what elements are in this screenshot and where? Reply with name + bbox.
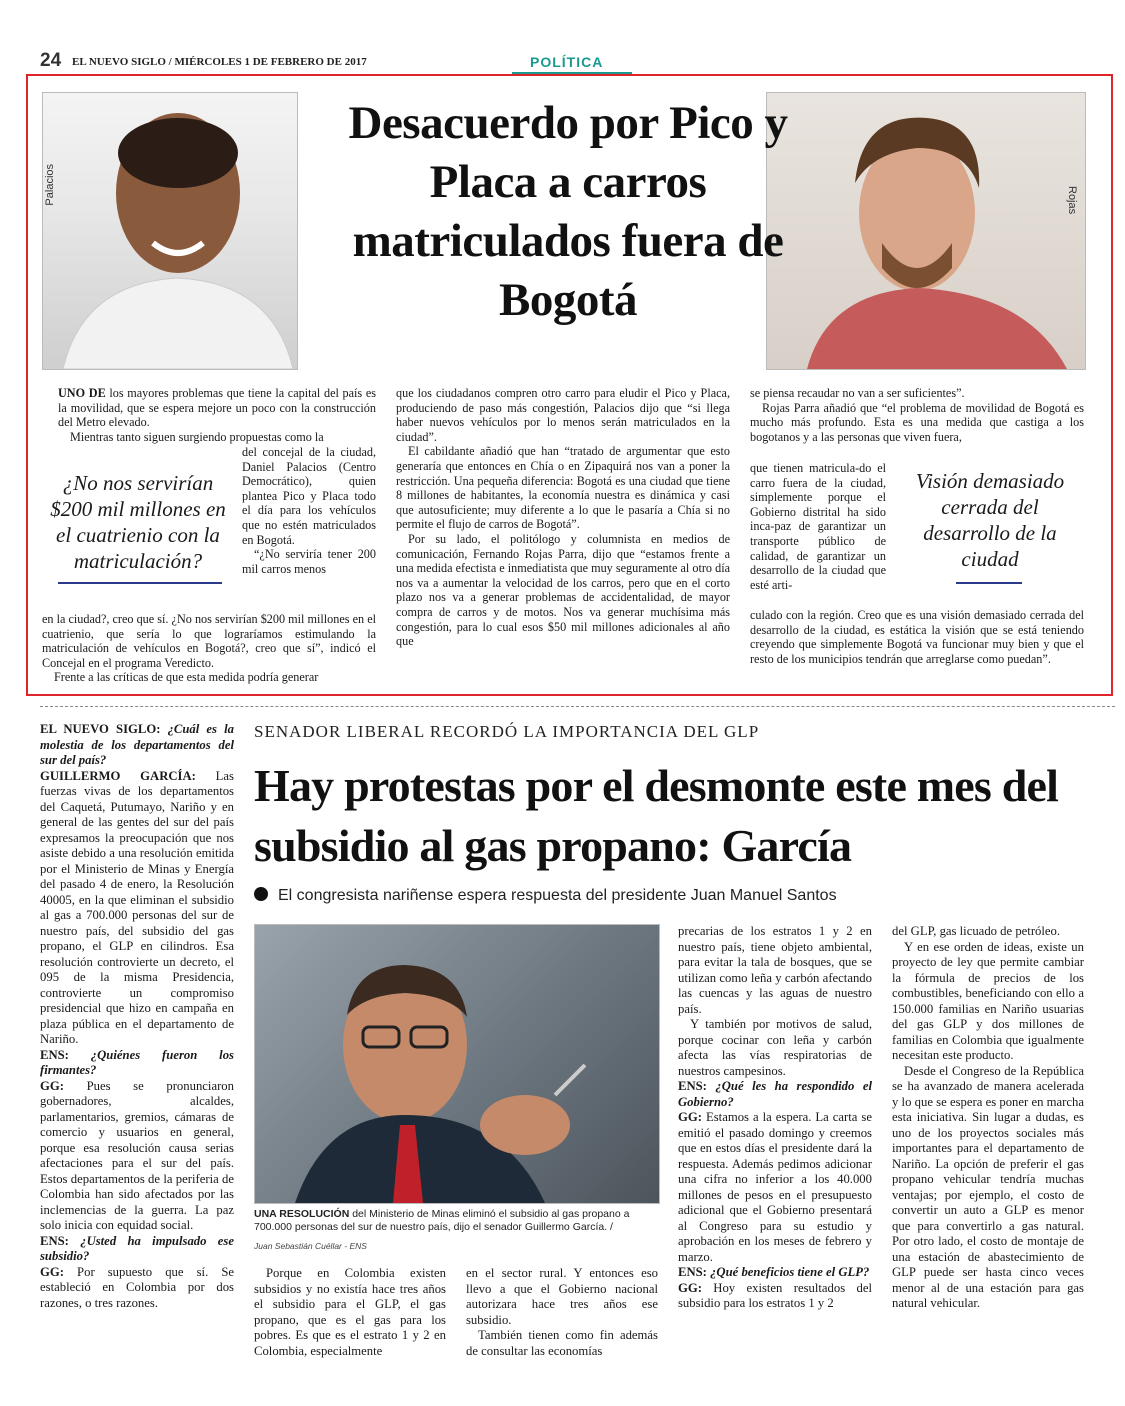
story1-column-3: [750, 386, 1084, 444]
story2-paragraph: GG: Hoy existen resultados del subsidio para los estratos 1 y 2: [678, 1280, 872, 1310]
story1-paragraph: Rojas Parra añadió que “el problema de movilidad de Bogotá es mucho más profundo. Esta es una medida que castiga a los bogotanos y a las personas que viven fuera,: [750, 400, 1084, 444]
page-number: 24: [40, 50, 62, 71]
portrait-placeholder-icon: [767, 93, 1085, 369]
photo-palacios: [42, 92, 298, 370]
story2-paragraph: GG: Estamos a la espera. La carta se emitió el pasado domingo y creemos que en estos días el presidente dará la respuesta. Además pedimos adicionar una cifra no inferior a los 40.000 millones de pesos en el presupuesto adicional que el Gobierno presentará al Congreso para su estudio y aprobación en los meses de febrero y marzo.: [678, 1110, 872, 1264]
publication-dateline: EL NUEVO SIGLO / MIÉRCOLES 1 DE FEBRERO DE 2017: [72, 56, 367, 68]
featured-story-box: [26, 74, 1113, 696]
speaker-label: GG:: [678, 1110, 702, 1124]
portrait-placeholder-icon: [43, 93, 297, 369]
speaker-label: GG:: [40, 1264, 64, 1279]
story1-column-1-wide: [42, 612, 376, 685]
photo-caption-palacios: Palacios: [44, 164, 56, 206]
story2-paragraph: También tienen como fin además de consultar las economías: [466, 1328, 658, 1358]
masthead: [40, 50, 1115, 74]
story1-paragraph: Por su lado, el politólogo y columnista en medios de comunicación, Fernando Rojas Parra, dijo que “estamos frente a una medida efectista e inmediatista que muy seguramente al otro día nos va a aumentar la velocidad de los carros, pero que en el corto plazo nos va a generar problemas de accidentalidad, de mayor compra de carros y de motos. Nos va generar muchísima más congestión, para lo cual esos $50 mil millones adicionales al año que: [396, 531, 730, 649]
interview-question: ENS: ¿Usted ha impulsado ese subsidio?: [40, 1233, 234, 1263]
pull-quote-2: Visión demasiado cerrada del desarrollo de la ciudad: [915, 469, 1065, 571]
story1-column-2: [396, 386, 730, 649]
pull-quote-rule: [58, 582, 222, 584]
story2-subheadline: El congresista nariñense espera respuesta del presidente Juan Manuel Santos: [254, 887, 837, 905]
interview-question: ENS: ¿Qué beneficios tiene el GLP?: [678, 1265, 870, 1279]
story1-column-3-wide: [750, 608, 1084, 666]
interview-question: EL NUEVO SIGLO: ¿Cuál es la molestia de los departamentos del sur del país?: [40, 722, 234, 767]
interview-question: ENS: ¿Quiénes fueron los firmantes?: [40, 1047, 234, 1077]
photo-credit: Juan Sebastián Cuéllar - ENS: [254, 1241, 367, 1251]
photo-guillermo-garcia: [254, 924, 660, 1204]
speaker-label: GG:: [678, 1280, 702, 1295]
speaker-label: ENS:: [678, 1265, 707, 1279]
speaker-label: ENS:: [40, 1233, 69, 1248]
lead-in: UNO DE: [58, 386, 106, 400]
speaker-label: EL NUEVO SIGLO:: [40, 722, 161, 736]
story1-headline[interactable]: Desacuerdo por Pico y Placa a carros matriculados fuera de Bogotá: [348, 97, 788, 326]
story2-paragraph: GG: Por supuesto que sí. Se estableció en Colombia por dos razones, o tres razones.: [40, 1264, 234, 1310]
speaker-label: ENS:: [678, 1079, 707, 1093]
photo-caption: UNA RESOLUCIÓN del Ministerio de Minas eliminó el subsidio al gas propano a 700.000 personas del sur de nuestro país, dijo el senador Guillermo García. /: [254, 1208, 630, 1233]
speaker-label: GUILLERMO GARCÍA:: [40, 768, 196, 783]
interview-question: ENS: ¿Qué les ha respondido el Gobierno?: [678, 1079, 872, 1109]
story1-column-3-narrow: [750, 461, 886, 592]
story2-left-column: [40, 722, 234, 1311]
portrait-placeholder-icon: [255, 925, 659, 1203]
story1-paragraph: se piensa recaudar no van a ser suficientes”.: [750, 386, 965, 400]
story2-paragraph: del GLP, gas licuado de petróleo.: [892, 924, 1061, 938]
story2-headline[interactable]: Hay protestas por el desmonte este mes del subsidio al gas propano: García: [254, 760, 1059, 871]
story1-paragraph: del concejal de la ciudad, Daniel Palacios (Centro Democrático), quien plantea Pico y Placa todo el día para los vehículos que no estén matriculados en Bogotá.: [242, 445, 376, 547]
story2-paragraph: Desde el Congreso de la República se ha avanzado de manera acelerada y lo que se espera es poner en marcha esta iniciativa. Sin lugar a dudas, es uno de los proyectos sociales más importantes para el departamento de Nariño. La opción de preferir el gas propano vehicular tendría muchas ventajas; por ejemplo, el costo de convertir un auto a GLP es menor que para convertirlo a gas natural. Por otro lado, el costo de montaje de una estación de abastecimiento de GLP puede ser hasta cinco veces menor al de una estación para gas natural vehicular.: [892, 1063, 1084, 1310]
story2-right-column: [892, 924, 1084, 1312]
story1-paragraph: que tienen matricula-do el carro fuera de la ciudad, simplemente porque el Gobierno distrital ha sido inca-paz de garantizar un transporte público de calidad, de garantizar un desarrollo de la ciudad que esté arti-: [750, 461, 886, 592]
section-divider: [40, 706, 1115, 707]
story2-paragraph: Y en ese orden de ideas, existe un proyecto de ley que permite cambiar la fórmula de precios de los combustibles, beneficiando con ello a 150.000 familias en Nariño usuarias del gas GLP y dos millones de familias en Colombia que igualmente necesitan este producto.: [892, 939, 1084, 1062]
story1-paragraph: en la ciudad?, creo que sí. ¿No nos servirían $200 mil millones en el cuatrienio, que sería lo que lograríamos estimulando la matriculación de vehículos en Bogotá?, creo que sí”, indicó el Concejal en el programa Veredicto.: [42, 612, 376, 670]
photo-caption-rojas: Rojas: [1066, 186, 1078, 215]
bullet-icon: [254, 887, 268, 901]
story2-paragraph: GG: Pues se pronunciaron gobernadores, alcaldes, parlamentarios, gremios, cámaras de comercio y usuarios en general, porque esa resolución causa serias afectaciones para el sur del país. Estos departamentos de la periferia de Colombia han sido afectados por las inclemencias de la guerra. La paz solo inicia con equidad social.: [40, 1078, 234, 1232]
section-label[interactable]: POLÍTICA: [530, 54, 604, 70]
photo-rojas: [766, 92, 1086, 370]
story2-paragraph: en el sector rural. Y entonces eso llevo a que el Gobierno nacional autorizara hace tres años ese subsidio.: [466, 1266, 658, 1327]
story2-under-photo-column-2: [466, 1266, 658, 1359]
story2-middle-column: [678, 924, 872, 1312]
story2-paragraph: precarias de los estratos 1 y 2 en nuestro país, tiene objeto ambiental, para evitar la tala de bosques, que se utilizan como leña y carbón afectando las cuencas y las aguas de nuestro país.: [678, 924, 872, 1016]
speaker-label: ENS:: [40, 1047, 69, 1062]
story2-paragraph: GUILLERMO GARCÍA: Las fuerzas vivas de los departamentos del Caquetá, Putumayo, Nariño y en general de las gentes del sur del país expresamos la preocupación que nos asiste debido a una resolución emitida por el Ministerio de Minas y Energía del pasado 4 de enero, la Resolución 40005, en la que eliminan el subsidio al gas a 700.000 personas del sur de nuestro país, del subsidio del gas propano, el GLP en cilindros. Esa resolución controvierte un decreto, el 095 de la misma Presidencia, controvierte un compromiso presidencial que hizo en campaña en plaza pública en el departamento de Nariño.: [40, 768, 234, 1046]
story2-paragraph: Y también por motivos de salud, porque cocinar con leña y carbón afecta las vías respiratorias de nuestros campesinos.: [678, 1017, 872, 1078]
story1-paragraph: El cabildante añadió que han “tratado de argumentar que esto generaría que entonces en Chía o en Zipaquirá nos van a poner la restricción. Una pequeña diferencia: Bogotá es una ciudad que tiene 8 millones de habitantes, la economía nuestra es dinámica y casi que autosuficiente; muy diferente a lo que le pasaría a Chía si no permite el flujo de carros de Bogotá”.: [396, 444, 730, 532]
story2-under-photo-column-1: [254, 1266, 446, 1359]
story1-paragraph: culado con la región. Creo que es una visión demasiado cerrada del desarrollo de la ciudad, es estática la visión que se está teniendo creyendo que simplemente Bogotá va funcionar muy bien y que el resto de los municipios tendrán que arreglarse como puedan”.: [750, 608, 1084, 666]
story1-paragraph: “¿No serviría tener 200 mil carros menos: [242, 547, 376, 576]
pull-quote-rule: [956, 582, 1022, 584]
story1-column-1-narrow: [242, 445, 376, 576]
story1-column-1: [58, 386, 376, 444]
pull-quote-1: ¿No nos servirían $200 mil millones en el cuatrienio con la matriculación?: [50, 471, 226, 573]
story1-paragraph: Mientras tanto siguen surgiendo propuestas como la: [70, 429, 324, 444]
story1-paragraph: UNO DE los mayores problemas que tiene la capital del país es la movilidad, que se espera mejore un poco con la construcción del Metro elevado.: [58, 386, 377, 430]
story1-paragraph: que los ciudadanos compren otro carro para eludir el Pico y Placa, produciendo de paso más congestión, Palacios dijo que “si llega haber nuevos vehículos por lo menos serán matriculados en la ciudad”.: [396, 386, 730, 444]
speaker-label: GG:: [40, 1078, 64, 1093]
story1-paragraph: Frente a las críticas de que esta medida podría generar: [54, 670, 319, 685]
story2-kicker: SENADOR LIBERAL RECORDÓ LA IMPORTANCIA DEL GLP: [254, 722, 760, 741]
story2-paragraph: Porque en Colombia existen subsidios y no existía hace tres años el subsidio para el GLP, el gas propano, que es el gas para los pobres. Es que es el estrato 1 y 2 en Colombia, especialmente: [254, 1266, 446, 1358]
